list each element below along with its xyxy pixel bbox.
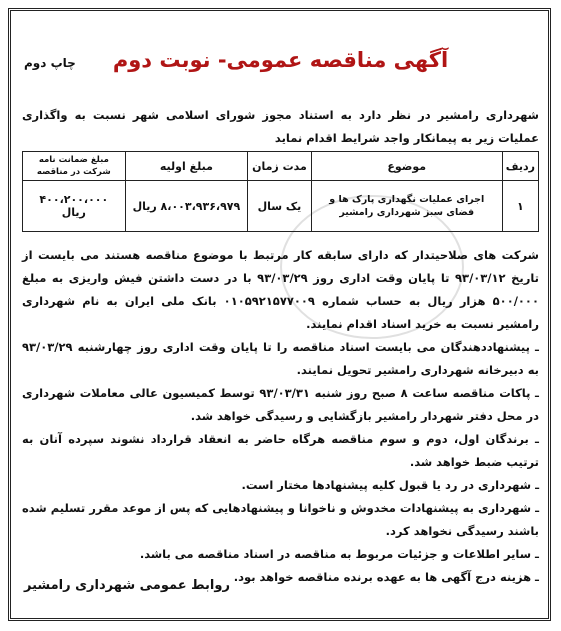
col-header-duration: مدت زمان	[248, 152, 312, 181]
paragraph-winners: ـ برندگان اول، دوم و سوم مناقصه هرگاه حاضر به انعقاد قرارداد نشوند سپرده آنان به ترتیب ضبط خواهد شد.	[22, 432, 539, 469]
col-header-subject: موضوع	[311, 152, 502, 181]
col-header-amount: مبلغ اولیه	[125, 152, 248, 181]
conditions-body	[22, 244, 539, 589]
col-header-row: ردیف	[502, 152, 538, 181]
table-header-row	[23, 152, 539, 181]
paragraph-eligibility: شرکت های صلاحیتدار که دارای سابقه کار مرتبط با موضوع مناقصه هستند می بایست از تاریخ ۹۳/۰۳/۱۲ تا پایان وقت اداری روز ۹۳/۰۳/۲۹ با در دست داشتن فیش واریزی به مبلغ ۵۰۰/۰۰۰ هزار ریال به حساب شماره ۰۱۰۵۹۲۱۵۷۷۰۰۹ بانک ملی ایران به نام شهرداری رامشیر نسبت به خرید اسناد اقدام نمایند.	[22, 248, 539, 331]
paragraph-invalid-bids: ـ شهرداری به پیشنهادات مخدوش و ناخوانا و پیشنهادهایی که پس از موعد مقرر تسلیم شده باشند رسیدگی نخواهد کرد.	[22, 501, 539, 538]
cell-amount: ۸،۰۰۳،۹۳۶،۹۷۹ ریال	[125, 181, 248, 232]
paragraph-cost: ـ هزینه درج آگهی ها به عهده برنده مناقصه خواهد بود.	[233, 570, 539, 584]
cell-row: ۱	[502, 181, 538, 232]
paragraph-submission: ـ پیشنهاددهندگان می بایست اسناد مناقصه را تا پایان وقت اداری روز چهارشنبه ۹۳/۰۳/۲۹ به دبیرخانه شهرداری رامشیر تحویل نمایند.	[22, 340, 539, 377]
ad-title: آگهی مناقصه عمومی- نوبت دوم	[112, 48, 449, 72]
paragraph-rights: ـ شهرداری در رد یا قبول کلیه پیشنهادها مختار است.	[241, 478, 539, 492]
print-edition-label: چاپ دوم	[24, 56, 76, 70]
cell-guarantee: ۴۰۰،۲۰۰،۰۰۰ ریال	[23, 181, 126, 232]
table-row	[23, 181, 539, 232]
col-header-guarantee: مبلغ ضمانت نامه شرکت در مناقصه	[23, 152, 126, 181]
cell-subject: اجرای عملیات نگهداری پارک ها و فضای سبز شهرداری رامشیر	[311, 181, 502, 232]
intro-paragraph: شهرداری رامشیر در نظر دارد به استناد مجوز شورای اسلامی شهر نسبت به واگذاری عملیات زیر به پیمانکار واجد شرایط اقدام نماید	[22, 108, 539, 145]
paragraph-details: ـ سایر اطلاعات و جزئیات مربوط به مناقصه در اسناد مناقصه می باشد.	[139, 547, 539, 561]
tender-table	[22, 151, 539, 232]
paragraph-opening: ـ پاکات مناقصه ساعت ۸ صبح روز شنبه ۹۳/۰۳/۳۱ توسط کمیسیون عالی معاملات شهرداری در محل دفتر شهردار رامشیر بازگشایی و رسیدگی خواهد شد.	[22, 386, 539, 423]
signature: روابط عمومی شهرداری رامشیر	[24, 578, 230, 593]
cell-duration: یک سال	[248, 181, 312, 232]
